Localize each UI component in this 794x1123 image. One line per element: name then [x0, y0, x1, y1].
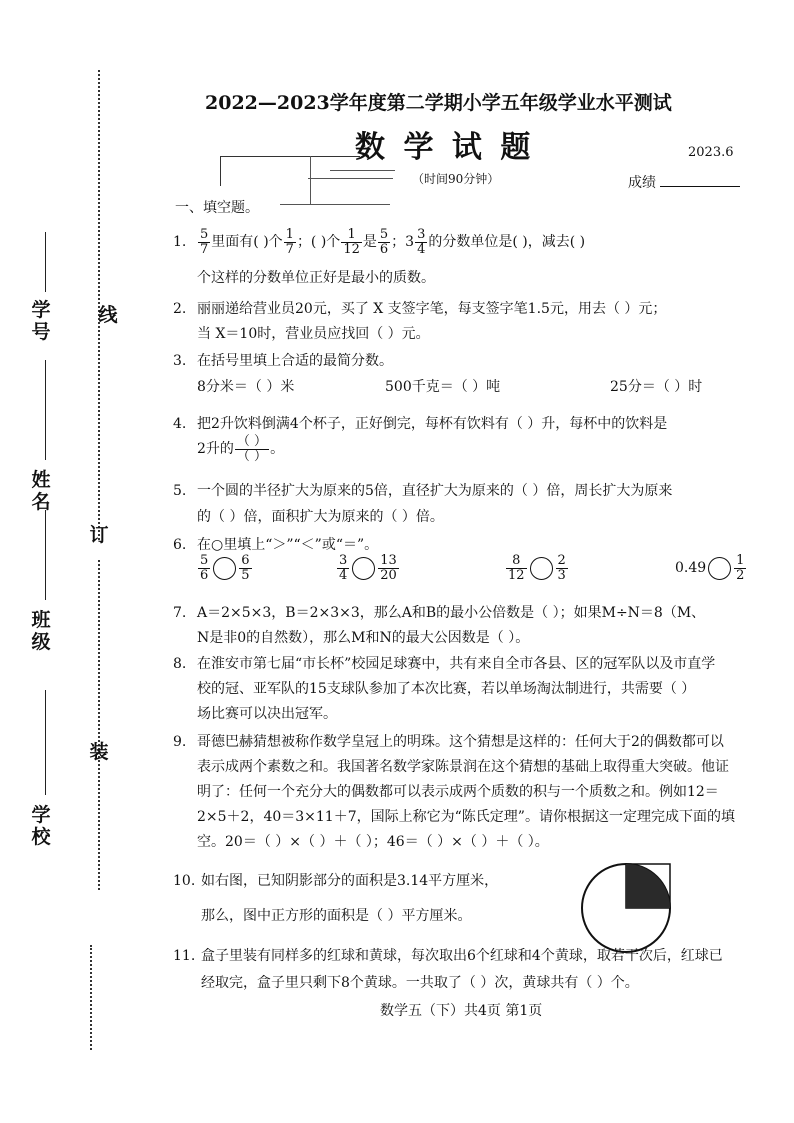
score-label: 成绩	[628, 172, 740, 192]
question-10: 10. 如右图，已知阴影部分的面积是3.14平方厘米，	[173, 873, 499, 889]
question-9-line5: 空。20＝（ ）×（ ）＋（ ）；46＝（ ）×（ ）＋（ ）。	[197, 834, 549, 850]
exam-main-title: 2022—2023学年度第二学期小学五年级学业水平测试	[205, 92, 672, 114]
compare-circle-1[interactable]	[213, 557, 236, 580]
question-11: 11. 盒子里装有同样多的红球和黄球，每次取出6个红球和4个黄球，取若干次后，红球已	[173, 948, 723, 964]
question-6: 6. 在○里填上“＞”“＜”或“＝”。	[173, 537, 379, 553]
question-5: 5. 一个圆的半径扩大为原来的5倍，直径扩大为原来的（ ）倍，周长扩大为原来	[173, 483, 673, 499]
question-7: 7. A＝2×5×3，B＝2×3×3，那么A和B的最小公倍数是（ ）；如果M÷N＝8（M、	[173, 605, 706, 621]
score-field[interactable]	[660, 186, 740, 187]
question-2-line2: 当 X＝10时，营业员应找回（ ）元。	[197, 326, 430, 342]
compare-circle-4[interactable]	[708, 557, 731, 580]
question-7-line2: N是非0的自然数），那么M和N的最大公因数是（ ）。	[197, 630, 530, 646]
circle-square-figure	[578, 860, 674, 956]
question-1: 1. $\frac{5}{7}$ 里面有( )个 $\frac{1}{7}$ ；( )个 $\frac{1}{12}$ 是 $\frac{5}{6}$ ；3 $\frac{3}{4}$ 的分数单位是( )，减去( )	[173, 227, 586, 257]
figure-shaded-sector	[626, 864, 670, 908]
class-field[interactable]	[45, 510, 46, 600]
binding-dotted-line-middle	[98, 560, 100, 890]
question-10-line2: 那么，图中正方形的面积是（ ）平方厘米。	[201, 908, 472, 924]
binding-dotted-line-lower	[90, 945, 92, 1050]
bind-char-install: 装	[89, 741, 109, 763]
class-label: 班级	[31, 609, 51, 653]
question-4: 4. 把2升饮料倒满4个杯子，正好倒完，每杯有饮料有（ ）升，每杯中的饮料是	[173, 416, 668, 432]
question-4-line2: 2升的 $\frac{( )}{( )}$ 。	[197, 434, 285, 464]
question-11-line2: 经取完，盒子里只剩下8个黄球。一共取了（ ）次，黄球共有（ ）个。	[201, 975, 639, 991]
question-8-line2: 校的冠、亚军队的15支球队参加了本次比赛，若以单场淘汰制进行，共需要（ ）	[197, 681, 696, 697]
question-8: 8. 在淮安市第七届“市长杯”校园足球赛中，共有来自全市各县、区的冠军队以及市直学	[173, 656, 716, 672]
question-3: 3. 在括号里填上合适的最简分数。	[173, 353, 393, 369]
question-6-pair-3: $\frac{8}{12}$ $\frac{2}{3}$	[508, 553, 566, 583]
page-footer: 数学五（下）共4页 第1页	[380, 1003, 543, 1019]
compare-circle-2[interactable]	[352, 557, 375, 580]
compare-circle-3[interactable]	[530, 557, 553, 580]
question-3-item-2: 500千克＝（ ）吨	[385, 379, 501, 395]
id-field[interactable]	[45, 232, 46, 292]
question-6-pair-2: $\frac{3}{4}$ $\frac{13}{20}$	[339, 553, 397, 583]
question-3-item-3: 25分＝（ ）时	[610, 379, 703, 395]
question-1-line2: 个这样的分数单位正好是最小的质数。	[197, 270, 435, 286]
question-9: 9. 哥德巴赫猜想被称作数学皇冠上的明珠。这个猜想是这样的：任何大于2的偶数都可以	[173, 734, 724, 750]
bind-char-order: 订	[89, 524, 109, 546]
question-6-pair-4: 0.49 $\frac{1}{2}$	[675, 553, 745, 583]
subject-title: 数 学 试 题	[355, 130, 535, 165]
question-3-item-1: 8分米＝（ ）米	[197, 379, 295, 395]
section-fill-title: 一、填空题。	[175, 200, 259, 216]
question-8-line3: 场比赛可以决出冠军。	[197, 706, 337, 722]
name-field[interactable]	[45, 360, 46, 460]
question-9-line4: 2×5＋2，40＝3×11＋7，国际上称它为“陈氏定理”。请你根据这一定理完成下面的填	[197, 809, 735, 825]
time-note: （时间90分钟）	[412, 172, 500, 186]
question-5-line2: 的（ ）倍，面积扩大为原来的（ ）倍。	[197, 509, 444, 525]
name-label: 姓名	[31, 469, 51, 513]
bind-char-line: 线	[98, 304, 118, 326]
exam-date: 2023.6	[688, 145, 734, 160]
question-6-pair-1: $\frac{5}{6}$ $\frac{6}{5}$	[200, 553, 250, 583]
school-label: 学校	[31, 804, 51, 848]
question-9-line3: 明了：任何一个充分大的偶数都可以表示成两个质数的积与一个质数之和。例如12＝	[197, 784, 719, 800]
question-9-line2: 表示成两个素数之和。我国著名数学家陈景润在这个猜想的基础上取得重大突破。他证	[197, 759, 729, 775]
question-2: 2. 丽丽递给营业员20元，买了 X 支签字笔，每支签字笔1.5元，用去（ ）元；	[173, 301, 667, 317]
id-label: 学号	[31, 299, 51, 343]
school-field[interactable]	[45, 690, 46, 795]
